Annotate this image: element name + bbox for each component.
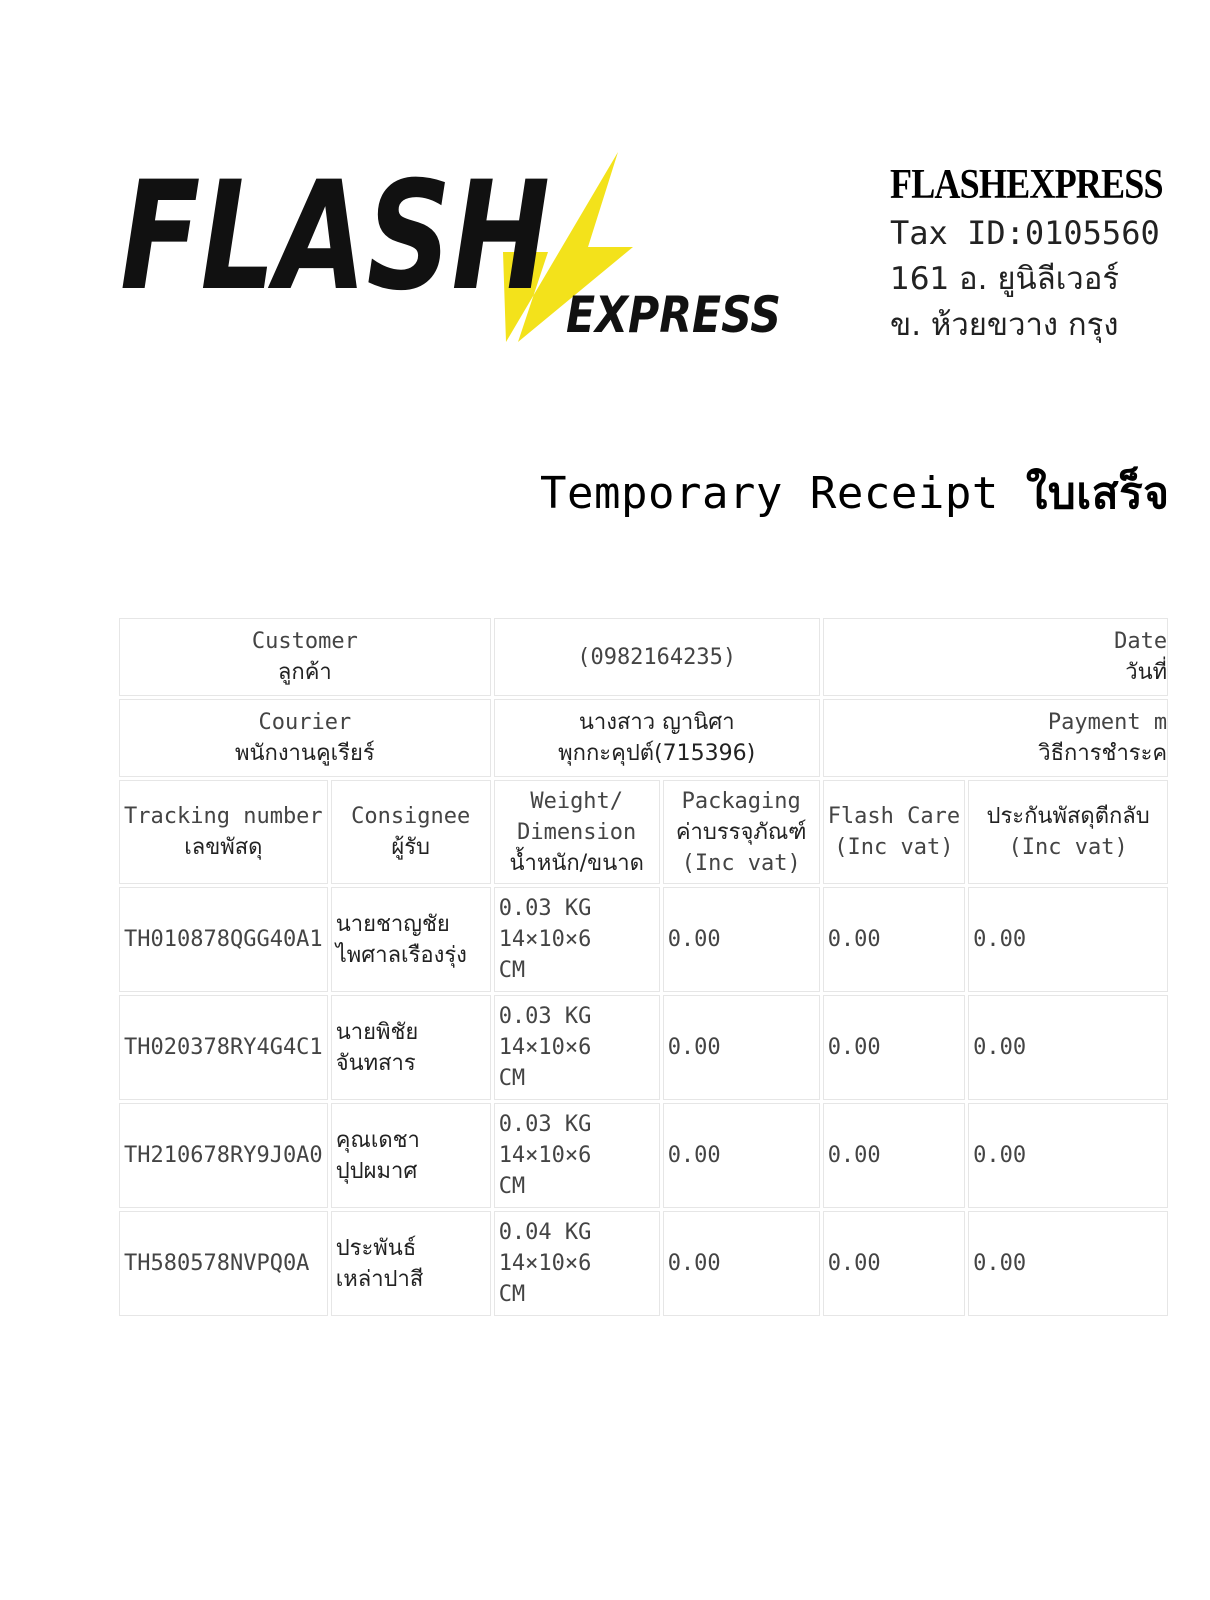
payment-label-en: Payment m [1047,710,1168,735]
insurance-value: 0.00 [973,1143,1027,1168]
customer-label-en: Customer [251,629,358,654]
dimension-value: 14×10×6 [498,1143,592,1168]
consignee-name: คุณเดชา [335,1127,420,1153]
dimension-value: 14×10×6 [498,1035,592,1060]
packaging-value: 0.00 [667,1251,721,1276]
insurance-header-note: (Inc vat) [1008,835,1128,860]
weight-value: 0.03 KG [498,1112,592,1137]
col-header-consignee [331,780,491,884]
courier-label-cell [119,699,491,777]
insurance-value: 0.00 [973,927,1027,952]
company-name: FLASHEXPRESS [890,162,1163,208]
courier-value-line2: พุกกะคุปต์(715396) [558,741,756,766]
dimension-unit: CM [498,958,526,983]
packaging-value: 0.00 [667,927,721,952]
flash-care-header-note: (Inc vat) [834,835,954,860]
packaging-value: 0.00 [667,1143,721,1168]
consignee-surname: จันทสาร [335,1050,416,1076]
table-header-row [119,780,1168,884]
table-row [119,995,1168,1100]
date-label-th: วันที่ [1125,660,1168,685]
flash-care-value: 0.00 [827,1251,881,1276]
dimension-value: 14×10×6 [498,927,592,952]
packaging-header-en: Packaging [681,788,801,814]
col-header-flash-care [823,780,965,884]
weight-header-th: น้ำหนัก/ขนาด [509,850,644,876]
tracking-number: TH580578NVPQ0A [124,1251,310,1276]
table-row [119,1103,1168,1208]
dimension-value: 14×10×6 [498,1251,592,1276]
courier-value-line1: นางสาว ญานิศา [578,710,735,735]
tracking-number: TH210678RY9J0A0 [124,1143,323,1168]
packaging-header-th: ค่าบรรจุภัณฑ์ [675,819,807,845]
table-row [119,1211,1168,1316]
tracking-header-th: เลขพัสดุ [184,835,263,860]
dimension-unit: CM [498,1174,526,1199]
consignee-name: ประพันธ์ [335,1235,417,1261]
insurance-value: 0.00 [973,1251,1027,1276]
col-header-insurance [968,780,1168,884]
logo-subword: EXPRESS [566,286,781,344]
weight-header-en2: Dimension [517,819,637,845]
dimension-unit: CM [498,1066,526,1091]
flash-care-value: 0.00 [827,1035,881,1060]
col-header-tracking [119,780,328,884]
payment-label-th: วิธีการชำระค [1038,741,1168,766]
packaging-value: 0.00 [667,1035,721,1060]
weight-value: 0.03 KG [498,896,592,921]
payment-label-cell [823,699,1168,777]
courier-row [119,699,1168,777]
consignee-surname: ปุปผมาศ [335,1158,418,1184]
packaging-header-note: (Inc vat) [681,850,801,876]
date-label-cell [823,618,1168,696]
logo-word: FLASH [120,150,550,324]
customer-value-cell [494,618,820,696]
flash-care-header-en: Flash Care [827,804,961,829]
company-tax-id: Tax ID:0105560 [890,214,1160,252]
consignee-surname: ไพศาลเรืองรุ่ง [335,942,467,968]
weight-header-en1: Weight/ [530,788,624,814]
courier-label-en: Courier [258,710,352,735]
flash-care-value: 0.00 [827,927,881,952]
consignee-header-th: ผู้รับ [391,835,431,860]
col-header-weight [494,780,660,884]
courier-label-th: พนักงานคูเรียร์ [234,741,375,766]
consignee-name: นายชาญชัย [335,911,450,937]
consignee-header-en: Consignee [351,804,471,829]
title-en: Temporary Receipt [540,468,999,519]
weight-value: 0.03 KG [498,1004,592,1029]
company-header [890,160,1210,348]
consignee-surname: เหล่าปาสี [335,1266,424,1292]
date-label-en: Date [1114,629,1168,654]
insurance-value: 0.00 [973,1035,1027,1060]
flash-care-value: 0.00 [827,1143,881,1168]
customer-label-th: ลูกค้า [277,660,332,685]
consignee-name: นายพิชัย [335,1019,419,1045]
insurance-header-th: ประกันพัสดุตีกลับ [986,804,1150,829]
page-title [540,458,1170,528]
tracking-number: TH010878QGG40A1 [124,927,323,952]
table-row [119,887,1168,992]
receipt-table [116,615,1171,1319]
customer-row [119,618,1168,696]
col-header-packaging [663,780,820,884]
customer-value: (0982164235) [577,644,737,670]
courier-value-cell [494,699,820,777]
dimension-unit: CM [498,1282,526,1307]
title-th: ใบเสร็จ [1025,468,1170,519]
customer-label-cell [119,618,491,696]
tracking-number: TH020378RY4G4C1 [124,1035,323,1060]
tracking-header-en: Tracking number [124,804,323,829]
weight-value: 0.04 KG [498,1220,592,1245]
flash-express-logo [118,152,788,352]
company-address-line2: ข. ห้วยขวาง กรุง [890,307,1119,343]
company-address-line1: 161 อ. ยูนิลีเวอร์ [890,261,1119,297]
